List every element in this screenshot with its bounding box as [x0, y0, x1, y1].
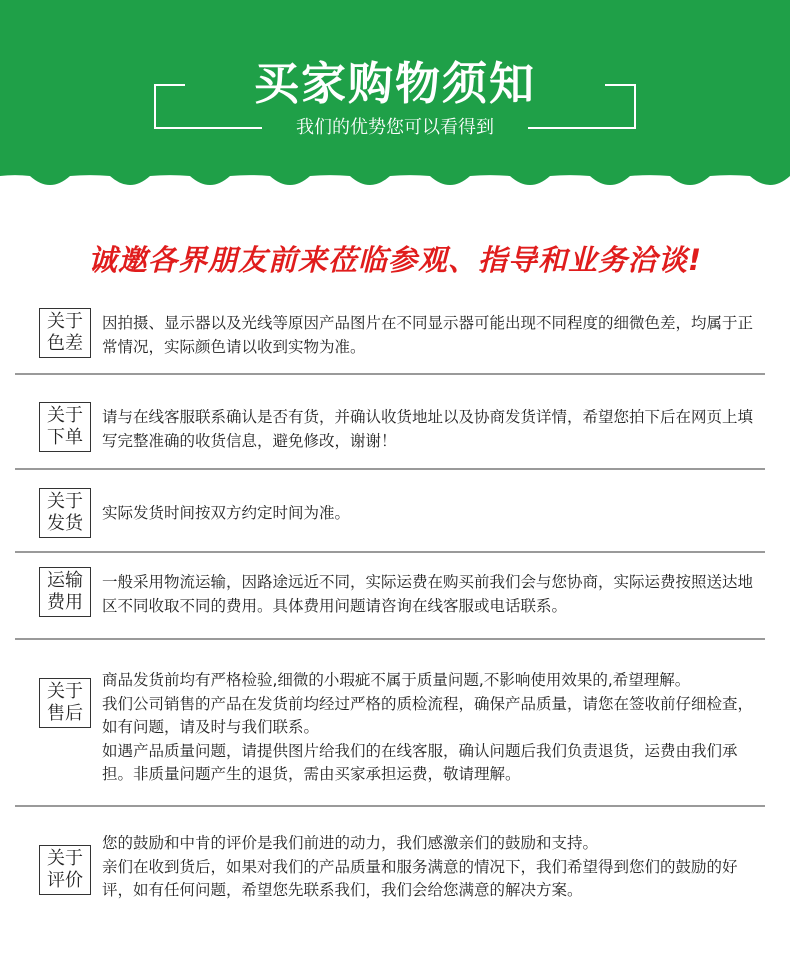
- section-paragraph: 实际发货时间按双方约定时间为准。: [102, 504, 351, 522]
- section-body: [102, 406, 762, 453]
- section-body: [102, 312, 762, 359]
- section-label-line2: 发货: [47, 513, 83, 534]
- section-paragraph: 因拍摄、显示器以及光线等原因产品图片在不同显示器可能出现不同程度的细微色差，均属于正常情况，实际颜色请以收到实物为准。: [102, 314, 754, 356]
- section-color-difference: [15, 300, 765, 375]
- section-label-line1: 关于: [47, 681, 83, 702]
- section-label-line2: 色差: [47, 333, 83, 354]
- section-label-box: [39, 678, 91, 728]
- banner-title: 买家购物须知: [253, 57, 536, 110]
- section-label-box: [39, 845, 91, 895]
- section-paragraph: 商品发货前均有严格检验,细微的小瑕疵不属于质量问题,不影响使用效果的,希望理解。: [102, 671, 691, 689]
- section-label-line2: 评价: [47, 870, 83, 891]
- section-label-line2: 售后: [47, 703, 83, 724]
- section-paragraph: 我们公司销售的产品在发货前均经过严格的质检流程，确保产品质量，请您在签收前仔细检查，如有问题，请及时与我们联系。: [102, 694, 754, 736]
- section-shipping: [15, 470, 765, 553]
- section-after-sales: [15, 640, 765, 807]
- section-paragraph: 请与在线客服联系确认是否有货，并确认收货地址以及协商发货详情，希望您拍下后在网页上填写完整准确的收货信息，避免修改，谢谢！: [102, 408, 754, 450]
- section-label-line1: 运输: [47, 570, 83, 591]
- section-ordering: [15, 375, 765, 470]
- banner-subtitle: 我们的优势您可以看得到: [296, 117, 494, 138]
- section-reviews: [15, 807, 765, 927]
- section-label-line2: 下单: [47, 427, 83, 448]
- section-body: [102, 832, 762, 903]
- section-paragraph: 您的鼓励和中肯的评价是我们前进的动力，我们感激亲们的鼓励和支持。: [102, 834, 599, 852]
- section-shipping-fee: [15, 553, 765, 640]
- section-label-line1: 关于: [47, 848, 83, 869]
- section-label-box: [39, 567, 91, 617]
- section-paragraph: 亲们在收到货后，如果对我们的产品质量和服务满意的情况下，我们希望得到您们的鼓励的好评，如有任何问题，希望您先联系我们，我们会给您满意的解决方案。: [102, 857, 738, 899]
- section-label-line1: 关于: [47, 491, 83, 512]
- section-paragraph: 如遇产品质量问题，请提供图片给我们的在线客服，确认问题后我们负责退货，运费由我们承担。非质量问题产生的退货，需由买家承担运费，敬请理解。: [102, 741, 738, 783]
- section-body: [102, 669, 762, 787]
- section-body: [102, 571, 762, 618]
- section-label-box: [39, 402, 91, 452]
- section-label-box: [39, 488, 91, 538]
- section-body: [102, 502, 762, 526]
- invitation-headline: 诚邀各界朋友前来莅临参观、指导和业务洽谈!: [87, 243, 703, 277]
- section-paragraph: 一般采用物流运输，因路途远近不同，实际运费在购买前我们会与您协商，实际运费按照送达地区不同收取不同的费用。具体费用问题请咨询在线客服或电话联系。: [102, 573, 754, 615]
- header-banner: [0, 0, 790, 210]
- section-label-line2: 费用: [47, 592, 83, 613]
- section-label-box: [39, 308, 91, 358]
- section-label-line1: 关于: [47, 405, 83, 426]
- section-label-line1: 关于: [47, 311, 83, 332]
